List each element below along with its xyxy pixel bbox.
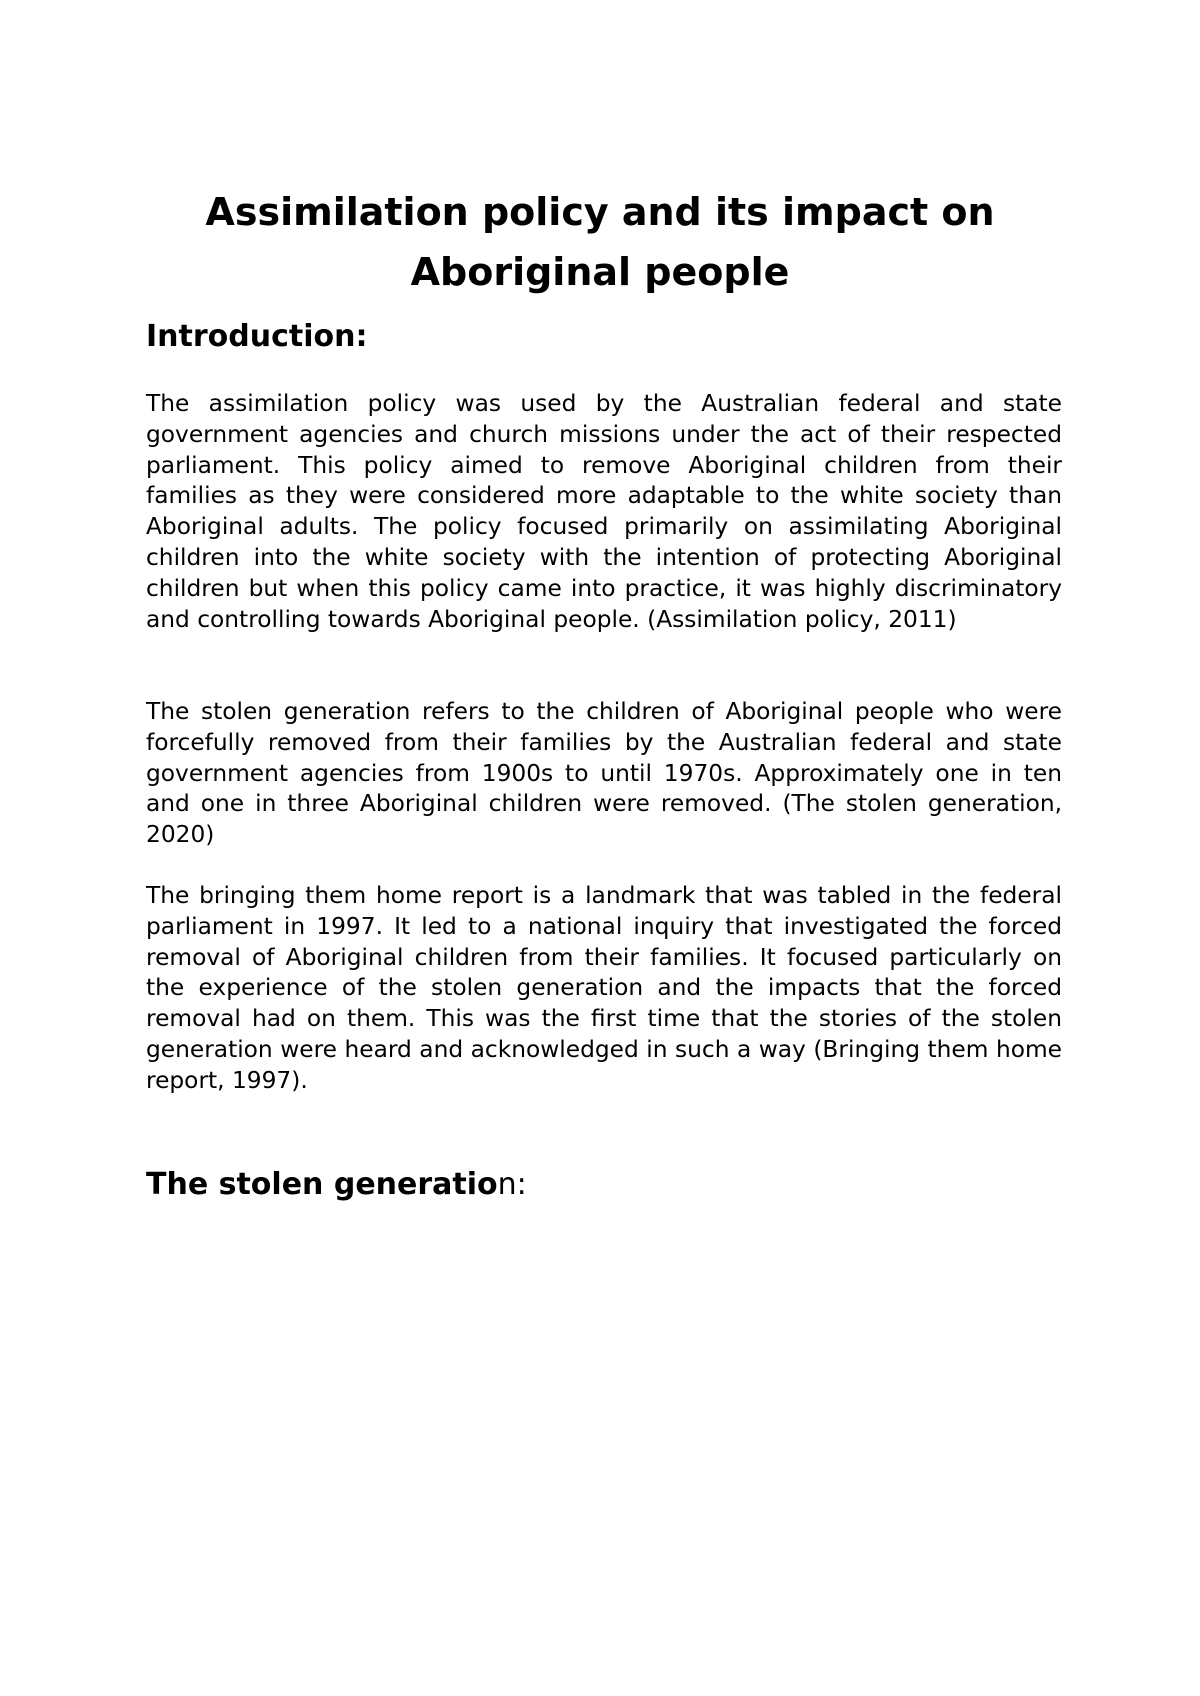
stolen-generation-heading <box>146 1165 527 1205</box>
bringing-them-home-paragraph: The bringing them home report is a landmark that was tabled in the federal parliament in 1997. It led to a national inquiry that investigated the forced removal of Aboriginal children from their families. It focused particularly on the experience of the stolen generation and the impacts that the forced removal had on them. This was the first time that the stories of the stolen generation were heard and acknowledged in such a way (Bringing them home report, 1997). <box>146 882 1062 1094</box>
stolen-generation-heading-bold: The stolen generatio <box>146 1167 498 1202</box>
stolen-generation-heading-regular: n: <box>497 1167 527 1202</box>
document-title: Assimilation policy and its impact on Aboriginal people <box>205 190 995 294</box>
introduction-heading: Introduction: <box>146 319 368 354</box>
stolen-generation-paragraph: The stolen generation refers to the children of Aboriginal people who were forcefully removed from their families by the Australian federal and state government agencies from 1900s to until 1970s. Approximately one in ten and one in three Aboriginal children were removed. (The stolen generation, 2020) <box>146 698 1062 849</box>
assimilation-policy-paragraph: The assimilation policy was used by the Australian federal and state government agencies and church missions under the act of their respected parliament. This policy aimed to remove Aboriginal children from their families as they were considered more adaptable to the white society than Aboriginal adults. The policy focused primarily on assimilating Aboriginal children into the white society with the intention of protecting Aboriginal children but when this policy came into practice, it was highly discriminatory and controlling towards Aboriginal people. (Assimilation policy, 2011) <box>146 390 1062 633</box>
